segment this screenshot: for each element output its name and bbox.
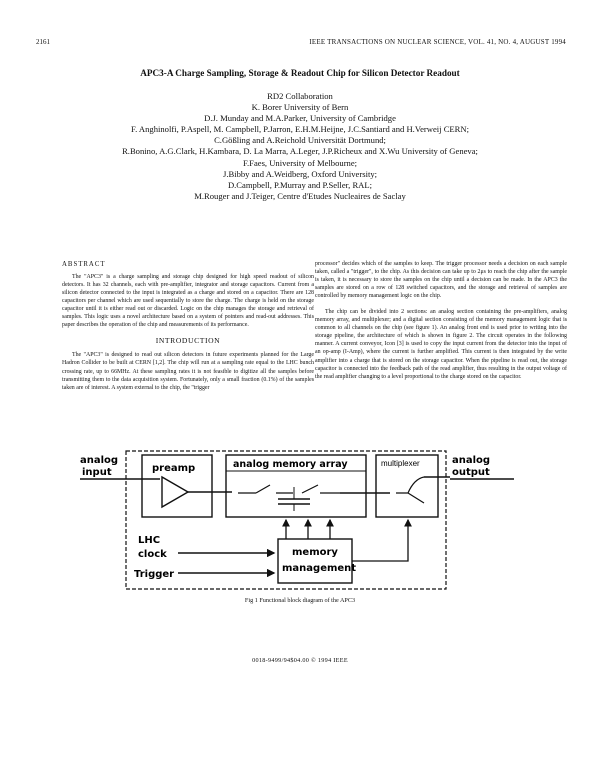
right-paragraph-1: processor" decides which of the samples to keep. The trigger processor needs a decision on each sample taken, called a "trigger", to the chip. As this decision can take up to 2μs to reach the chip after the sample is taken, it is necessary to store the samples on the chip until a decision can be made. In the APC3 the samples are stored on a row of 128 switched capacitors, and the storage and retrieval of samples are controlled by memory management logic on the chip. [315, 261, 567, 300]
right-column [315, 260, 567, 389]
preamp-label: preamp [152, 463, 196, 474]
author-line: D.J. Munday and M.A.Parker, University of Cambridge [204, 113, 396, 124]
mux-control-arrow [352, 520, 408, 561]
abstract-text: The "APC3" is a charge sampling and storage chip designed for high speed readout of silicon detectors. It has 32 channels, each with pre-amplifier, integrator and storage capacitors. Current from a silicon detector connected to the input is integrated as a charge and stored on a capacitor. There are 128 capacitors per channel which are used sequentially to store the charge. The charge is held on the storage capacitor until it is either read out or discarded. Logic on the chip manages the storage and retrieval of samples. This logic uses a novel architecture based on a system of pointers and read-out addresses. This paper describes the operation of the chip and measurements of its performance. [62, 274, 314, 329]
paper-title: APC3-A Charge Sampling, Storage & Readout Chip for Silicon Detector Readout [140, 68, 460, 78]
block-diagram-figure [78, 447, 518, 597]
author-line: RD2 Collaboration [267, 91, 333, 101]
page-number: 2161 [36, 38, 50, 46]
multiplexer-label: multiplexer [381, 459, 420, 468]
right-paragraph-2: The chip can be divided into 2 sections: an analog section containing the pre-amplifiers, analog memory array, and multiplexer; and a digital section consisting of the memory management logic that is common to all channels on the chip (see figure 1). An analog front end is used prior to writing into the storage pipeline, the architecture of which is shown in figure 2. The circuit operates in the following manner. A current conveyor, Icon [3] is used to copy the input current from the detector into the input of an op-amp (I-Amp), where the current is further amplified. This current is then integrated by the write amplifier into a charge that is stored on the storage capacitor. When the pipeline is read out, the storage capacitor is connected into the feedback path of the read amplifier, thus resulting in the output voltage of the read amplifier changing to a level proportional to the charge stored on the capacitor. [315, 309, 567, 380]
memory-management-label-1: memory [292, 547, 338, 558]
clock-label: clock [138, 549, 167, 560]
author-line: F. Anghinolfi, P.Aspell, M. Campbell, P.Jarron, E.H.M.Heijne, J.C.Santiard and H.Verweij CERN; [130, 124, 470, 135]
introduction-text: The "APC3" is designed to read out silicon detectors in future experiments planned for the Large Hadron Collider to be built at CERN [1,2]. The chip will run at a sampling rate equal to the LHC bunch crossing rate, up to 66MHz. At these sampling rates it is not feasible to digitize all the samples before transmitting them to the data acquisition system. Fortunately, only a small fraction (0.1%) of the samples taken are of interest. A system external to the chip, the "trigger [62, 352, 314, 391]
memory-management-label-2: management [282, 563, 357, 574]
journal-header: IEEE TRANSACTIONS ON NUCLEAR SCIENCE, VOL. 41, NO. 4, AUGUST 1994 [309, 38, 566, 46]
lhc-label: LHC [138, 535, 161, 546]
author-line: K. Borer University of Bern [251, 102, 349, 113]
analog-output-label-1: analog [452, 455, 491, 466]
abstract-heading: ABSTRACT [62, 261, 106, 268]
author-line: M.Rouger and J.Teiger, Centre d'Etudes Nucleaires de Saclay [194, 190, 406, 201]
switch-icon [238, 485, 340, 493]
analog-input-label-1: analog [80, 455, 119, 466]
analog-output-label-2: output [452, 467, 490, 478]
mux-switch-icon [396, 477, 424, 503]
trigger-label: Trigger [134, 569, 175, 580]
author-line: R.Bonino, A.G.Clark, H.Kambara, D. La Marra, A.Leger, J.P.Richeux and X.Wu University of Geneva; [122, 146, 478, 157]
author-line: C.Gößling and A.Reichold Universität Dortmund; [214, 135, 386, 146]
author-line: J.Bibby and A.Weidberg, Oxford University; [222, 168, 378, 179]
introduction-heading: INTRODUCTION [155, 336, 221, 346]
figure-caption: Fig 1 Functional block diagram of the APC3 [244, 597, 356, 604]
left-column [62, 261, 314, 400]
copyright-footer: 0018-9499/94$04.00 © 1994 IEEE [252, 657, 348, 664]
analog-input-label-2: input [82, 467, 112, 478]
block-diagram [78, 447, 518, 597]
author-line: D.Campbell, P.Murray and P.Seller, RAL; [227, 179, 373, 190]
memory-management-block [278, 539, 352, 583]
author-list [0, 91, 600, 202]
preamp-triangle-icon [162, 477, 188, 507]
memory-array-label: analog memory array [233, 459, 348, 470]
author-line: F.Faes, University of Melbourne; [242, 157, 358, 168]
